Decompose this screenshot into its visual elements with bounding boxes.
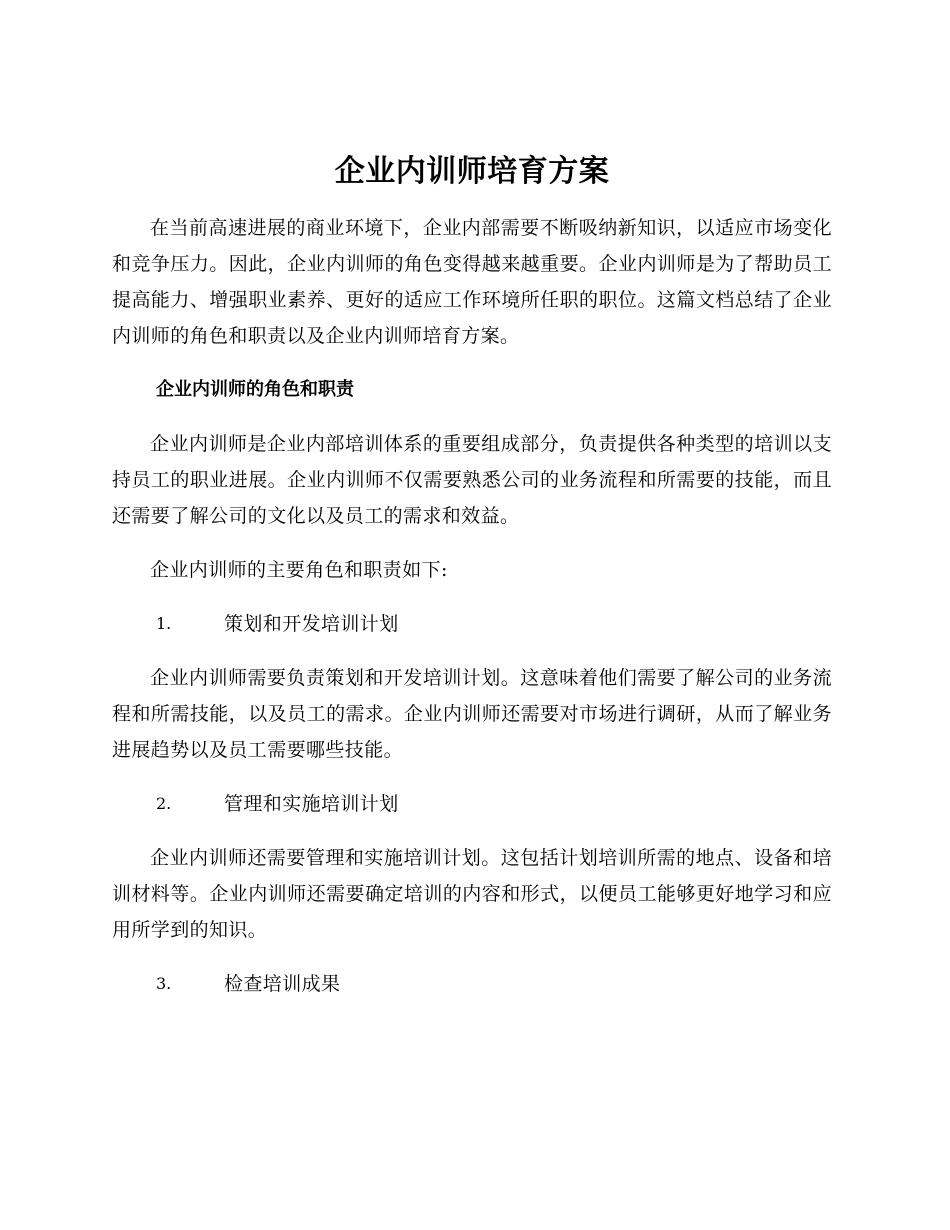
- list-item: [112, 966, 832, 1002]
- list-item-title: 管理和实施培训计划: [224, 793, 399, 815]
- intro-paragraph: 在当前高速进展的商业环境下，企业内部需要不断吸纳新知识，以适应市场变化和竞争压力。因此，企业内训师的角色变得越来越重要。企业内训师是为了帮助员工提高能力、增强职业素养、更好的适应工作环境所任职的职位。这篇文档总结了企业内训师的角色和职责以及企业内训师培育方案。: [112, 217, 832, 347]
- list-item: [112, 606, 832, 642]
- list-item-number: 1.: [156, 614, 172, 633]
- list-item-body: 企业内训师需要负责策划和开发培训计划。这意味着他们需要了解公司的业务流程和所需技能，以及员工的需求。企业内训师还需要对市场进行调研，从而了解业务进展趋势以及员工需要哪些技能。: [112, 667, 832, 761]
- document-body: [112, 148, 832, 1020]
- list-item-title: 策划和开发培训计划: [224, 613, 399, 635]
- document-title: 企业内训师培育方案: [334, 154, 610, 189]
- section-heading: 企业内训师的角色和职责: [156, 379, 354, 400]
- list-item-title: 检查培训成果: [224, 973, 341, 995]
- section-paragraph: 企业内训师是企业内部培训体系的重要组成部分，负责提供各种类型的培训以支持员工的职业进展。企业内训师不仅需要熟悉公司的业务流程和所需要的技能，而且还需要了解公司的文化以及员工的需求和效益。: [112, 433, 832, 527]
- list-item: [112, 786, 832, 822]
- section-paragraph: 企业内训师的主要角色和职责如下:: [150, 559, 448, 581]
- list-item-body: 企业内训师还需要管理和实施培训计划。这包括计划培训所需的地点、设备和培训材料等。企业内训师还需要确定培训的内容和形式，以便员工能够更好地学习和应用所学到的知识。: [112, 847, 832, 941]
- list-item-number: 2.: [156, 794, 172, 813]
- list-item-number: 3.: [156, 974, 172, 993]
